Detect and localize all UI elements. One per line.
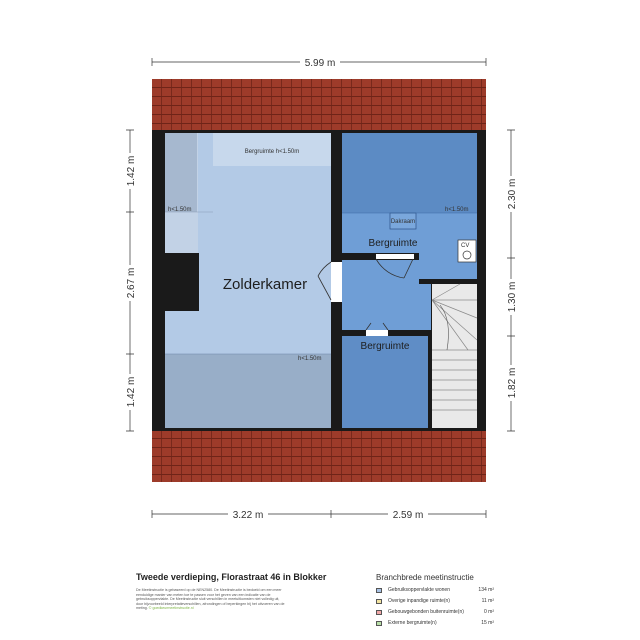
legend-value: 0 m²	[483, 609, 494, 615]
wall-annex-bottom	[419, 279, 477, 284]
cv-label: CV	[461, 243, 470, 249]
legend-value: 134 m²	[478, 587, 494, 593]
dim-left-top: 1.42 m	[126, 155, 137, 187]
right-low-height-label: h<1.50m	[445, 207, 469, 213]
dim-right-middle: 1.30 m	[507, 281, 518, 313]
legend-row-bergruimte	[376, 619, 494, 628]
dim-top-total: 5.99 m	[304, 58, 336, 69]
measurement-disclaimer	[136, 588, 286, 611]
bergruimte-top-label: Bergruimte	[368, 238, 418, 249]
legend-swatch	[376, 599, 382, 604]
chimney	[165, 253, 199, 311]
dim-bottom-right: 2.59 m	[392, 510, 424, 521]
left-corner-block	[165, 133, 197, 212]
legend-label: Overige inpandige ruimte(n)	[388, 598, 450, 604]
disclaimer-link[interactable]: © goedkeurmeetinstructie.nl	[148, 606, 194, 611]
left-low-height-label: h<1.50m	[168, 207, 192, 213]
legend-label: Gebruiksoppervlakte wonen	[388, 587, 450, 593]
top-low-height-label: Bergruimte h<1.50m	[244, 149, 300, 155]
legend-label: Externe bergruimte(n)	[388, 620, 437, 626]
legend-swatch	[376, 610, 382, 615]
dim-right-bottom: 1.82 m	[507, 367, 518, 399]
zolderkamer-label: Zolderkamer	[222, 276, 308, 293]
dimension-labels-top	[300, 55, 340, 69]
bergruimte-bottom-label: Bergruimte	[360, 341, 410, 352]
hall-room	[342, 260, 431, 330]
legend-swatch	[376, 588, 382, 593]
low-height-bottom	[165, 354, 331, 428]
bottom-low-height-label: h<1.50m	[298, 356, 322, 362]
dim-bottom-left: 3.22 m	[232, 510, 264, 521]
roof-top	[152, 79, 486, 131]
dim-left-middle: 2.67 m	[126, 267, 137, 299]
disclaimer-text: De Meetinstructie is gebaseerd op de NEN2580. De Meetinstructie is bedoeld om een meer eenduidige manier van meten toe te passen voor het geven van een indicatie van de gebruiksoppervlakte. De Meetinstructie sluit verschillen in meetuitkomsten niet volledig uit, door bijvoorbeeld interpretatieverschillen, afrondingen of beperkingen bij het uitvoeren van de meting.	[136, 588, 285, 611]
legend-value: 15 m²	[481, 620, 494, 626]
roof-bottom	[152, 431, 486, 482]
legend-value: 11 m²	[481, 598, 494, 604]
legend-title: Branchbrede meetinstructie	[376, 573, 474, 582]
legend-label: Gebouwgebonden buitenruimte(n)	[388, 609, 464, 615]
legend-row-wonen	[376, 586, 494, 595]
dakraam-label: Dakraam	[390, 219, 416, 225]
dimension-labels-right	[504, 176, 518, 401]
legend-swatch	[376, 621, 382, 626]
bergruimte-top-low	[342, 133, 477, 213]
legend-row-buitenruimte	[376, 608, 494, 617]
dim-left-bottom: 1.42 m	[126, 376, 137, 408]
dim-right-top: 2.30 m	[507, 178, 518, 210]
floor-title: Tweede verdieping, Florastraat 46 in Blokker	[136, 572, 327, 582]
legend-row-inpandig	[376, 597, 494, 606]
